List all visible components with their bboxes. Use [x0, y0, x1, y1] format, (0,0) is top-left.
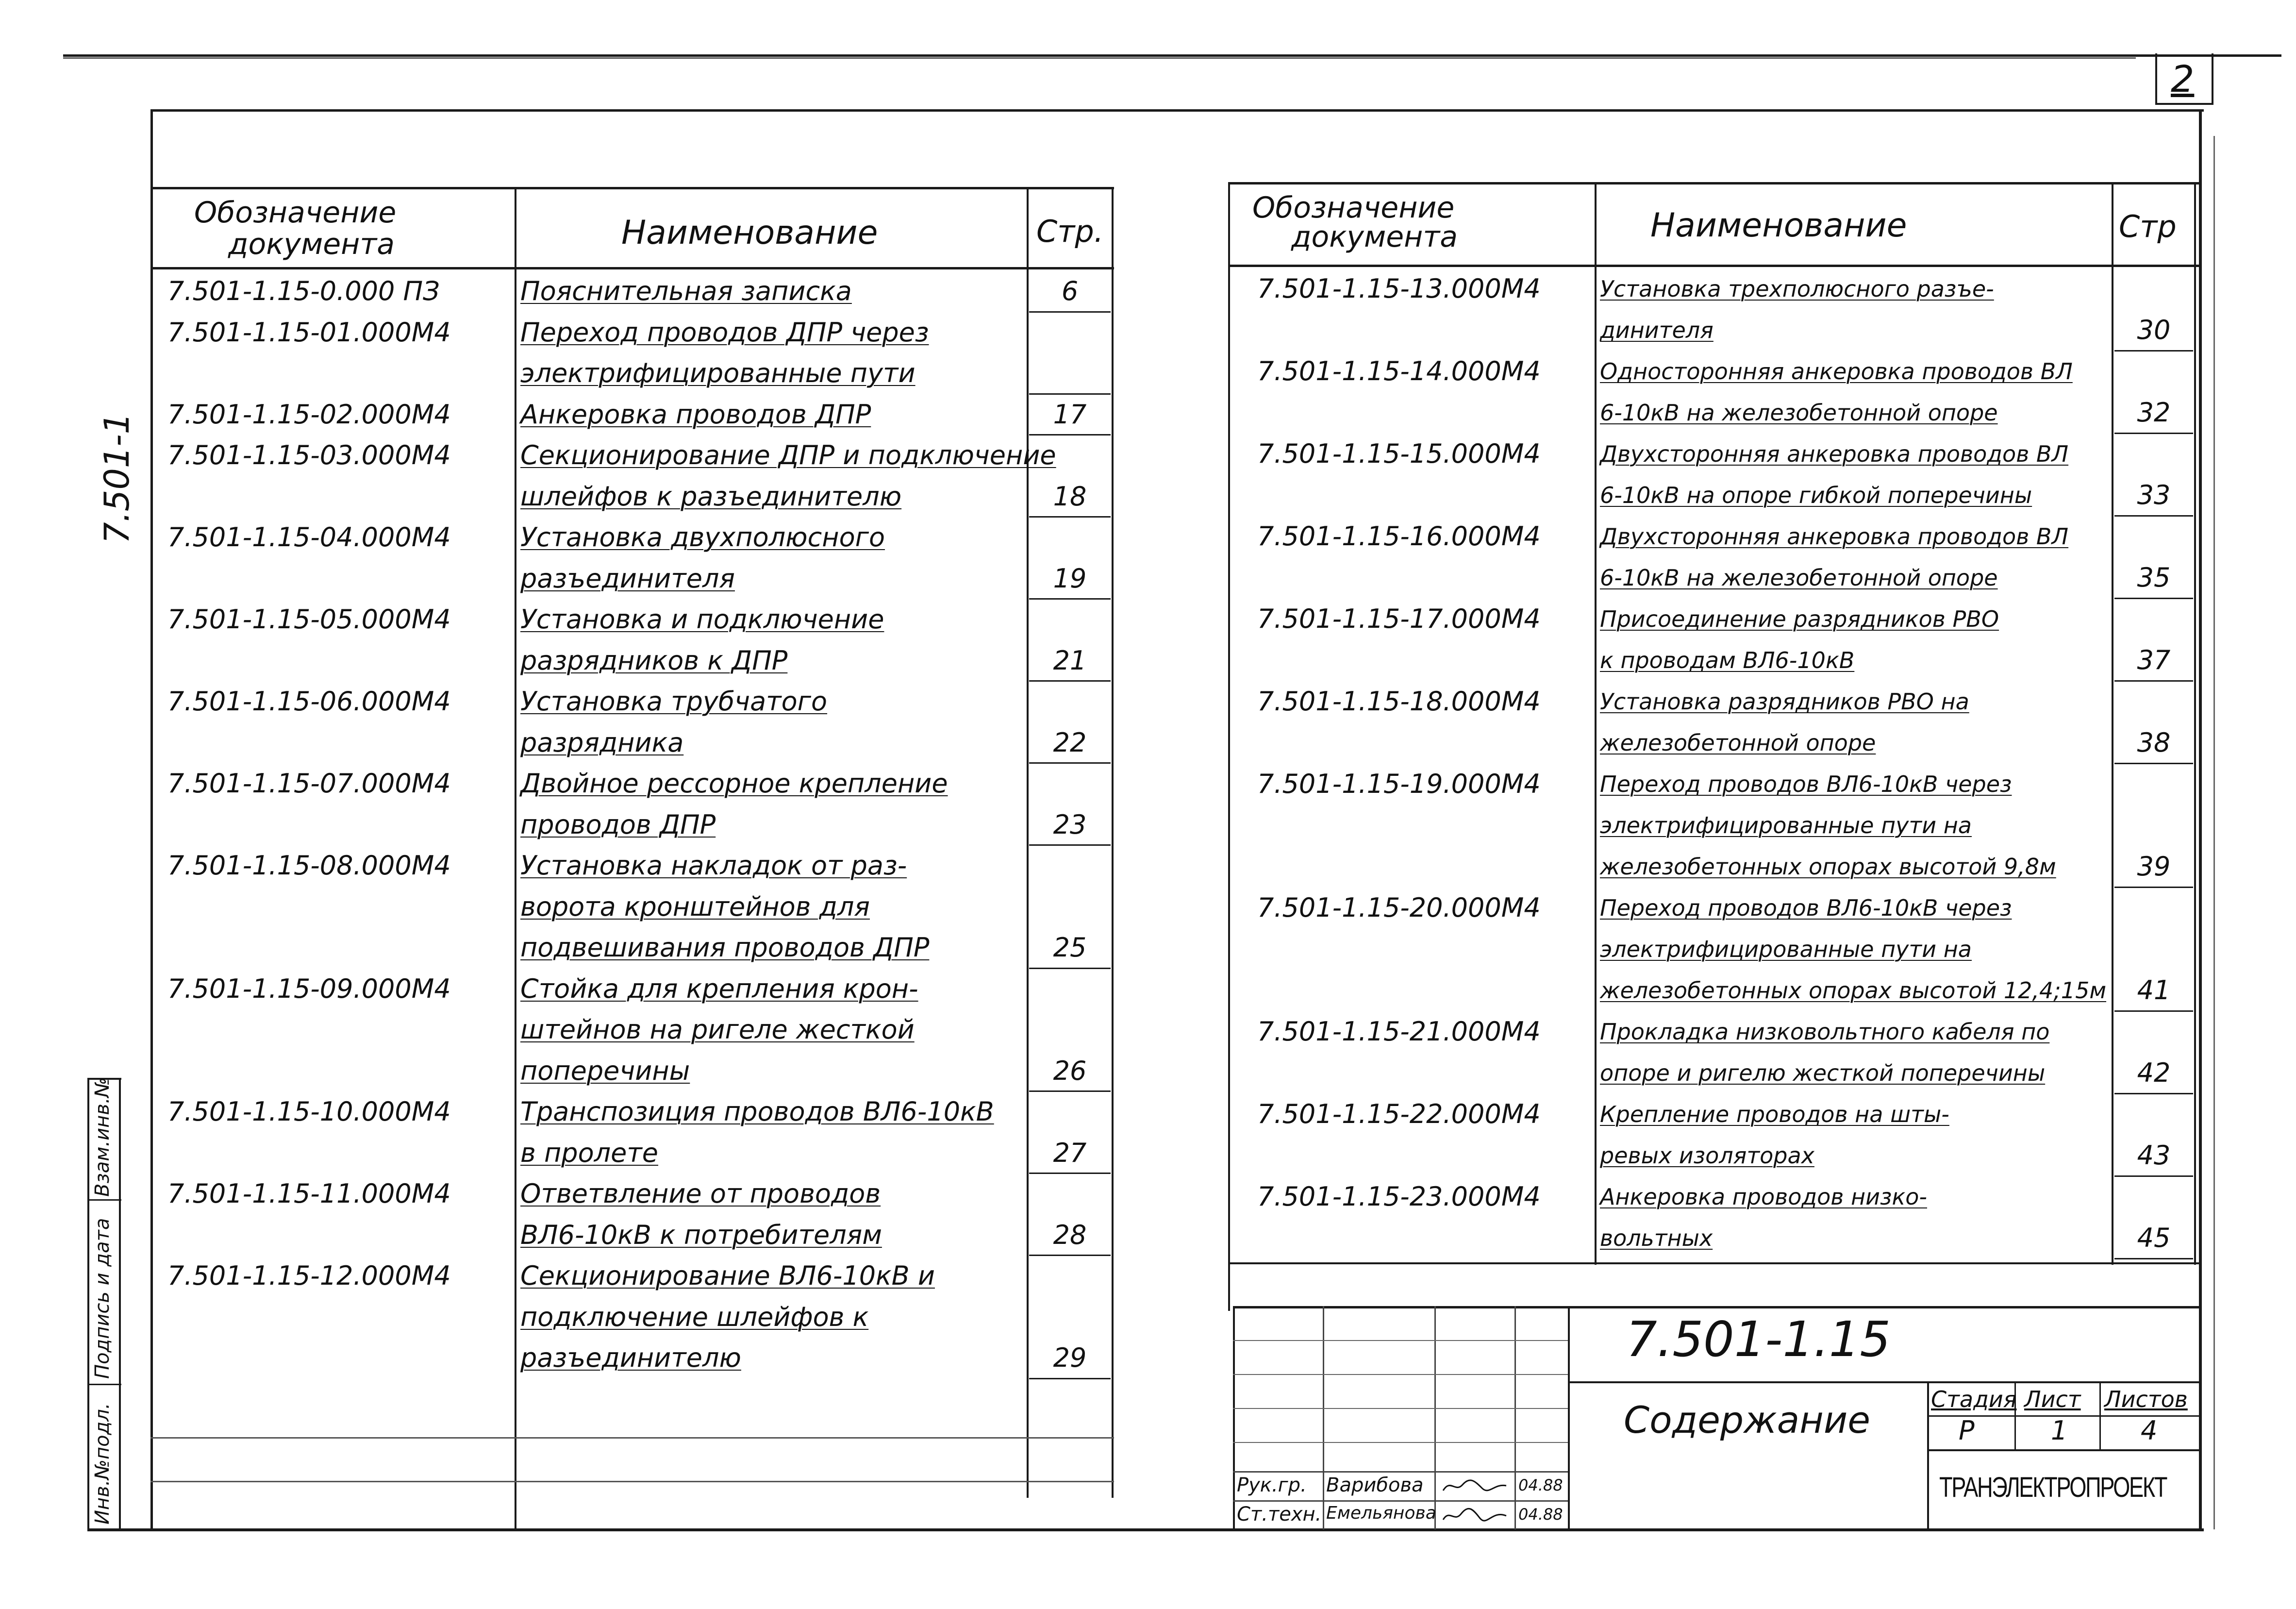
right-row-7-page: 39: [2137, 851, 2171, 882]
left-header-designation-1: Обозначение: [194, 196, 397, 230]
left-row-1-name-line-1: Пояснительная записка: [520, 276, 852, 306]
right-row-11-code: 7.501-1.15-23.000М4: [1257, 1181, 1541, 1212]
right-row-3-name-line-2: 6-10кВ на опоре гибкой поперечины: [1600, 482, 2032, 508]
right-row-6-name-line-2: железобетонной опоре: [1600, 730, 1876, 756]
left-row-12-name-line-2: ВЛ6-10кВ к потребителям: [520, 1219, 882, 1250]
signature-rukgr: [1441, 1476, 1509, 1495]
name-sttekhn: Емельянова: [1326, 1503, 1436, 1523]
right-row-6-code: 7.501-1.15-18.000М4: [1257, 686, 1541, 717]
right-row-3-code: 7.501-1.15-15.000М4: [1257, 438, 1541, 469]
left-row-6-code: 7.501-1.15-05.000М4: [167, 604, 451, 635]
sheet-number: 2: [2171, 57, 2195, 101]
right-row-7-name-line-3: железобетонных опорах высотой 9,8м: [1600, 854, 2056, 880]
left-header-name: Наименование: [621, 214, 878, 252]
strip-inv-podl: Инв.№подл.: [91, 1403, 114, 1525]
strip-vzam-inv: Взам.инв.№: [91, 1077, 114, 1197]
left-row-4-name-line-2: шлейфов к разъединителю: [520, 481, 902, 512]
left-header-designation-2: документа: [228, 227, 395, 261]
right-row-7-name-line-1: Переход проводов ВЛ6-10кВ через: [1600, 771, 2012, 797]
right-row-8-name-line-2: электрифицированные пути на: [1600, 936, 1972, 962]
doc-title: Содержание: [1624, 1398, 1870, 1441]
left-row-12-name-line-1: Ответвление от проводов: [520, 1178, 881, 1209]
left-row-11-page: 27: [1053, 1137, 1087, 1168]
left-row-6-name-line-1: Установка и подключение: [520, 604, 884, 635]
right-header-designation-2: документа: [1291, 220, 1458, 254]
left-row-5-code: 7.501-1.15-04.000М4: [167, 522, 451, 553]
date-sttekhn: 04.88: [1518, 1505, 1563, 1524]
left-row-3-code: 7.501-1.15-02.000М4: [167, 399, 451, 430]
left-row-13-page: 29: [1053, 1342, 1087, 1373]
left-row-13-name-line-2: подключение шлейфов к: [520, 1301, 869, 1332]
right-row-5-page: 37: [2137, 645, 2171, 675]
signature-sttekhn: [1441, 1504, 1509, 1525]
right-header-page: Стр: [2119, 209, 2177, 244]
sheet-value: 1: [2051, 1415, 2068, 1446]
left-row-9-name-line-1: Установка накладок от раз-: [520, 850, 907, 881]
right-row-1-code: 7.501-1.15-13.000М4: [1257, 273, 1541, 304]
right-row-8-page: 41: [2137, 975, 2171, 1006]
right-row-4-name-line-1: Двухсторонняя анкеровка проводов ВЛ: [1600, 523, 2069, 550]
left-row-7-page: 22: [1053, 727, 1087, 758]
left-row-9-name-line-3: подвешивания проводов ДПР: [520, 932, 930, 963]
sheet-label: Лист: [2024, 1386, 2081, 1412]
right-row-5-name-line-2: к проводам ВЛ6-10кВ: [1600, 647, 1855, 673]
right-row-2-name-line-1: Односторонняя анкеровка проводов ВЛ: [1600, 358, 2073, 385]
right-header-designation-1: Обозначение: [1252, 191, 1455, 225]
strip-podpis-data: Подпись и дата: [91, 1218, 114, 1379]
right-row-6-page: 38: [2137, 727, 2171, 758]
right-row-2-name-line-2: 6-10кВ на железобетонной опоре: [1600, 400, 1998, 426]
left-row-1-page: 6: [1061, 276, 1079, 306]
right-row-2-page: 32: [2137, 397, 2171, 428]
frame-left: [150, 109, 153, 1529]
left-row-8-page: 23: [1053, 809, 1087, 840]
right-row-9-code: 7.501-1.15-21.000М4: [1257, 1016, 1541, 1047]
left-row-10-name-line-1: Стойка для крепления крон-: [520, 973, 918, 1004]
left-row-9-name-line-2: ворота кронштейнов для: [520, 891, 870, 922]
left-row-4-page: 18: [1053, 481, 1087, 512]
right-row-9-page: 42: [2137, 1057, 2171, 1088]
left-row-2-page: [1029, 354, 1111, 395]
left-row-12-page: 28: [1053, 1219, 1087, 1250]
organization-name: ТРАНЭЛЕКТРОПРОЕКТ: [1939, 1472, 2167, 1503]
left-row-10-code: 7.501-1.15-09.000М4: [167, 973, 451, 1004]
right-row-11-name-line-2: вольтных: [1600, 1225, 1713, 1251]
right-header-name: Наименование: [1650, 206, 1907, 245]
right-row-7-name-line-2: электрифицированные пути на: [1600, 812, 1972, 838]
role-sttekhn: Ст.техн.: [1237, 1503, 1322, 1525]
right-row-10-name-line-2: ревых изоляторах: [1600, 1142, 1814, 1169]
right-row-11-page: 45: [2137, 1223, 2171, 1253]
left-row-2-code: 7.501-1.15-01.000М4: [167, 317, 451, 348]
left-row-5-name-line-1: Установка двухполюсного: [520, 522, 885, 553]
left-row-12-code: 7.501-1.15-11.000М4: [167, 1178, 451, 1209]
name-rukgr: Варибова: [1326, 1474, 1424, 1496]
left-row-13-code: 7.501-1.15-12.000М4: [167, 1260, 451, 1291]
right-row-4-name-line-2: 6-10кВ на железобетонной опоре: [1600, 565, 1998, 591]
right-row-8-name-line-1: Переход проводов ВЛ6-10кВ через: [1600, 895, 2012, 921]
right-row-11-name-line-1: Анкеровка проводов низко-: [1600, 1184, 1927, 1210]
role-rukgr: Рук.гр.: [1237, 1474, 1307, 1496]
sheets-value: 4: [2141, 1415, 2158, 1446]
right-row-5-code: 7.501-1.15-17.000М4: [1257, 603, 1541, 634]
left-row-6-page: 21: [1053, 645, 1087, 676]
right-row-1-name-line-1: Установка трехполюсного разъе-: [1600, 276, 1994, 302]
left-row-3-name-line-1: Анкеровка проводов ДПР: [520, 399, 871, 430]
left-row-5-page: 19: [1053, 563, 1087, 594]
top-dash-rule: [63, 57, 2136, 59]
right-row-8-code: 7.501-1.15-20.000М4: [1257, 892, 1541, 923]
left-row-7-name-line-1: Установка трубчатого: [520, 686, 828, 717]
left-row-13-name-line-3: разъединителю: [520, 1342, 741, 1373]
right-row-1-page: 30: [2137, 315, 2171, 345]
left-row-3-page: 17: [1053, 399, 1087, 430]
right-row-2-code: 7.501-1.15-14.000М4: [1257, 356, 1541, 386]
right-row-7-code: 7.501-1.15-19.000М4: [1257, 769, 1541, 799]
left-row-4-name-line-1: Секционирование ДПР и подключение: [520, 440, 1056, 470]
left-row-9-page: 25: [1053, 932, 1087, 963]
right-row-4-page: 35: [2137, 562, 2171, 593]
frame-bottom: [87, 1528, 2204, 1531]
left-row-10-name-line-3: поперечины: [520, 1055, 690, 1086]
sheets-label: Листов: [2104, 1386, 2188, 1412]
left-row-4-code: 7.501-1.15-03.000М4: [167, 440, 451, 470]
left-row-1-code: 7.501-1.15-0.000 ПЗ: [167, 276, 440, 306]
right-row-3-page: 33: [2137, 480, 2171, 510]
right-row-10-page: 43: [2137, 1140, 2171, 1171]
left-row-11-code: 7.501-1.15-10.000М4: [167, 1096, 451, 1127]
left-row-7-code: 7.501-1.15-06.000М4: [167, 686, 451, 717]
frame-top: [150, 109, 2204, 112]
right-row-5-name-line-1: Присоединение разрядников РВО: [1600, 606, 1999, 632]
right-row-10-code: 7.501-1.15-22.000М4: [1257, 1099, 1541, 1129]
top-rule: [63, 54, 2281, 57]
side-label: 7.501-1: [97, 412, 137, 544]
left-row-2-name-line-1: Переход проводов ДПР через: [520, 317, 929, 348]
right-row-1-name-line-2: динителя: [1600, 317, 1714, 343]
left-row-8-code: 7.501-1.15-07.000М4: [167, 768, 451, 799]
left-row-8-name-line-2: проводов ДПР: [520, 809, 716, 840]
left-row-10-name-line-2: штейнов на ригеле жесткой: [520, 1014, 915, 1045]
left-row-13-name-line-1: Секционирование ВЛ6-10кВ и: [520, 1260, 935, 1291]
left-row-9-code: 7.501-1.15-08.000М4: [167, 850, 451, 881]
frame-right: [2199, 109, 2202, 1529]
right-row-4-code: 7.501-1.15-16.000М4: [1257, 521, 1541, 552]
stage-value: Р: [1959, 1415, 1975, 1446]
date-rukgr: 04.88: [1518, 1476, 1563, 1494]
left-row-8-name-line-1: Двойное рессорное крепление: [520, 768, 948, 799]
frame-right-outer: [2213, 136, 2215, 1529]
left-row-10-page: 26: [1053, 1055, 1087, 1086]
right-row-6-name-line-1: Установка разрядников РВО на: [1600, 688, 1969, 715]
right-row-3-name-line-1: Двухсторонняя анкеровка проводов ВЛ: [1600, 441, 2069, 467]
doc-code: 7.501-1.15: [1626, 1311, 1891, 1368]
right-row-9-name-line-1: Прокладка низковольтного кабеля по: [1600, 1019, 2050, 1045]
left-header-page: Стр.: [1036, 214, 1104, 249]
left-row-6-name-line-2: разрядников к ДПР: [520, 645, 788, 676]
left-row-2-name-line-2: электрифицированные пути: [520, 358, 915, 388]
left-row-11-name-line-1: Транспозиция проводов ВЛ6-10кВ: [520, 1096, 994, 1127]
left-row-11-name-line-2: в пролете: [520, 1137, 659, 1168]
left-row-7-name-line-2: разрядника: [520, 727, 684, 758]
stage-label: Стадия: [1931, 1386, 2017, 1412]
left-row-5-name-line-2: разъединителя: [520, 563, 735, 594]
right-row-10-name-line-1: Крепление проводов на шты-: [1600, 1101, 1949, 1127]
right-row-9-name-line-2: опоре и ригелю жесткой поперечины: [1600, 1060, 2046, 1086]
right-row-8-name-line-3: железобетонных опорах высотой 12,4;15м: [1600, 977, 2107, 1004]
